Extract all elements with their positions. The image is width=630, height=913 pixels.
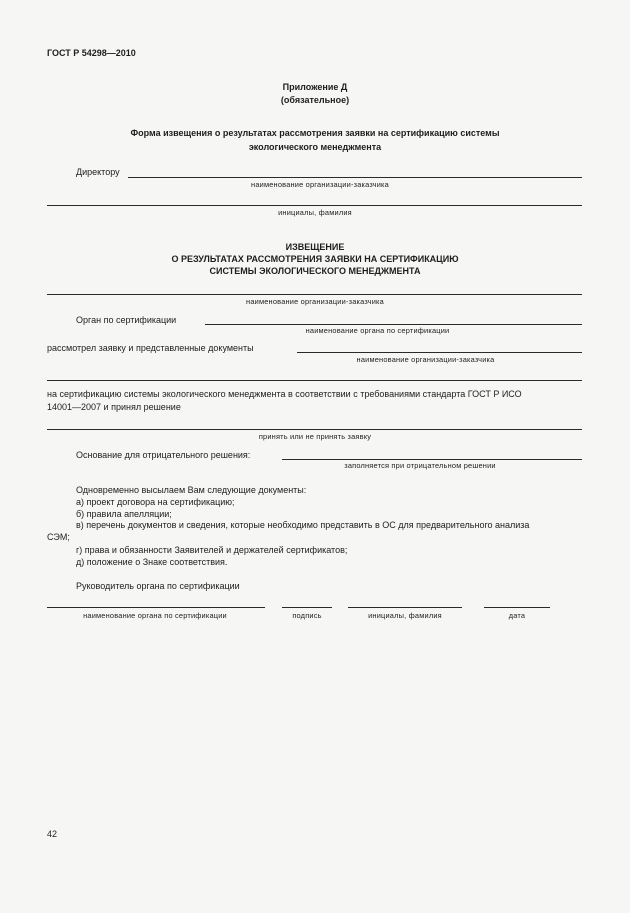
- form-title-line1: Форма извещения о результатах рассмотрения заявки на сертификацию системы: [130, 128, 500, 138]
- caption-signature-date: дата: [508, 611, 526, 620]
- docs-intro: Одновременно высылаем Вам следующие документы:: [76, 485, 307, 495]
- doc-item-e: д) положение о Знаке соответствия.: [76, 557, 228, 567]
- caption-director-name: инициалы, фамилия: [278, 208, 352, 217]
- head-label: Руководитель органа по сертификации: [76, 581, 240, 591]
- caption-decision: принять или не принять заявку: [258, 432, 372, 441]
- doc-item-d: г) права и обязанности Заявителей и держателей сертификатов;: [76, 545, 348, 555]
- org-line-1: [47, 294, 582, 295]
- notice-title-line3: СИСТЕМЫ ЭКОЛОГИЧЕСКОГО МЕНЕДЖМЕНТА: [209, 266, 421, 276]
- org-line-2: [47, 380, 582, 381]
- doc-item-c-line1: в) перечень документов и сведения, которые необходимо представить в ОС для предварительного анализа: [76, 520, 530, 530]
- reason-line: [282, 459, 582, 460]
- paragraph-line2: 14001—2007 и принял решение: [47, 402, 181, 412]
- director-field-line: [128, 177, 582, 178]
- doc-item-a: а) проект договора на сертификацию;: [76, 497, 235, 507]
- director-label: Директору: [76, 167, 120, 177]
- reason-label: Основание для отрицательного решения:: [76, 450, 251, 460]
- appendix-title: Приложение Д: [282, 82, 348, 92]
- cert-body-label: Орган по сертификации: [76, 315, 177, 325]
- reviewed-label: рассмотрел заявку и представленные документы: [47, 343, 254, 353]
- reviewed-line: [297, 352, 582, 353]
- notice-title-line1: ИЗВЕЩЕНИЕ: [285, 242, 345, 252]
- caption-signature-sign: подпись: [292, 611, 322, 620]
- caption-cert-body: наименование органа по сертификации: [305, 326, 450, 335]
- caption-reason: заполняется при отрицательном решении: [344, 461, 496, 470]
- decision-line: [47, 429, 582, 430]
- appendix-status: (обязательное): [280, 95, 350, 105]
- notice-title-line2: О РЕЗУЛЬТАТАХ РАССМОТРЕНИЯ ЗАЯВКИ НА СЕРТИФИКАЦИЮ: [171, 254, 459, 264]
- form-title-line2: экологического менеджмента: [248, 142, 382, 152]
- signature-date-line: [484, 607, 550, 608]
- page-number: 42: [47, 829, 58, 839]
- paragraph-line1: на сертификацию системы экологического менеджмента в соответствии с требованиями стандарта ГОСТ Р ИСО: [47, 389, 522, 399]
- cert-body-line: [205, 324, 582, 325]
- standard-header: ГОСТ Р 54298—2010: [47, 48, 136, 58]
- doc-item-c-line2: СЭМ;: [47, 532, 70, 542]
- signature-name-line: [348, 607, 462, 608]
- caption-org-1: наименование организации-заказчика: [246, 297, 384, 306]
- caption-signature-name: инициалы, фамилия: [368, 611, 442, 620]
- caption-director-org: наименование организации-заказчика: [251, 180, 389, 189]
- caption-signature-org: наименование органа по сертификации: [83, 611, 227, 620]
- signature-sign-line: [282, 607, 332, 608]
- doc-item-b: б) правила апелляции;: [76, 509, 172, 519]
- signature-org-line: [47, 607, 265, 608]
- caption-org-2: наименование организации-заказчика: [356, 355, 495, 364]
- director-name-line: [47, 205, 582, 206]
